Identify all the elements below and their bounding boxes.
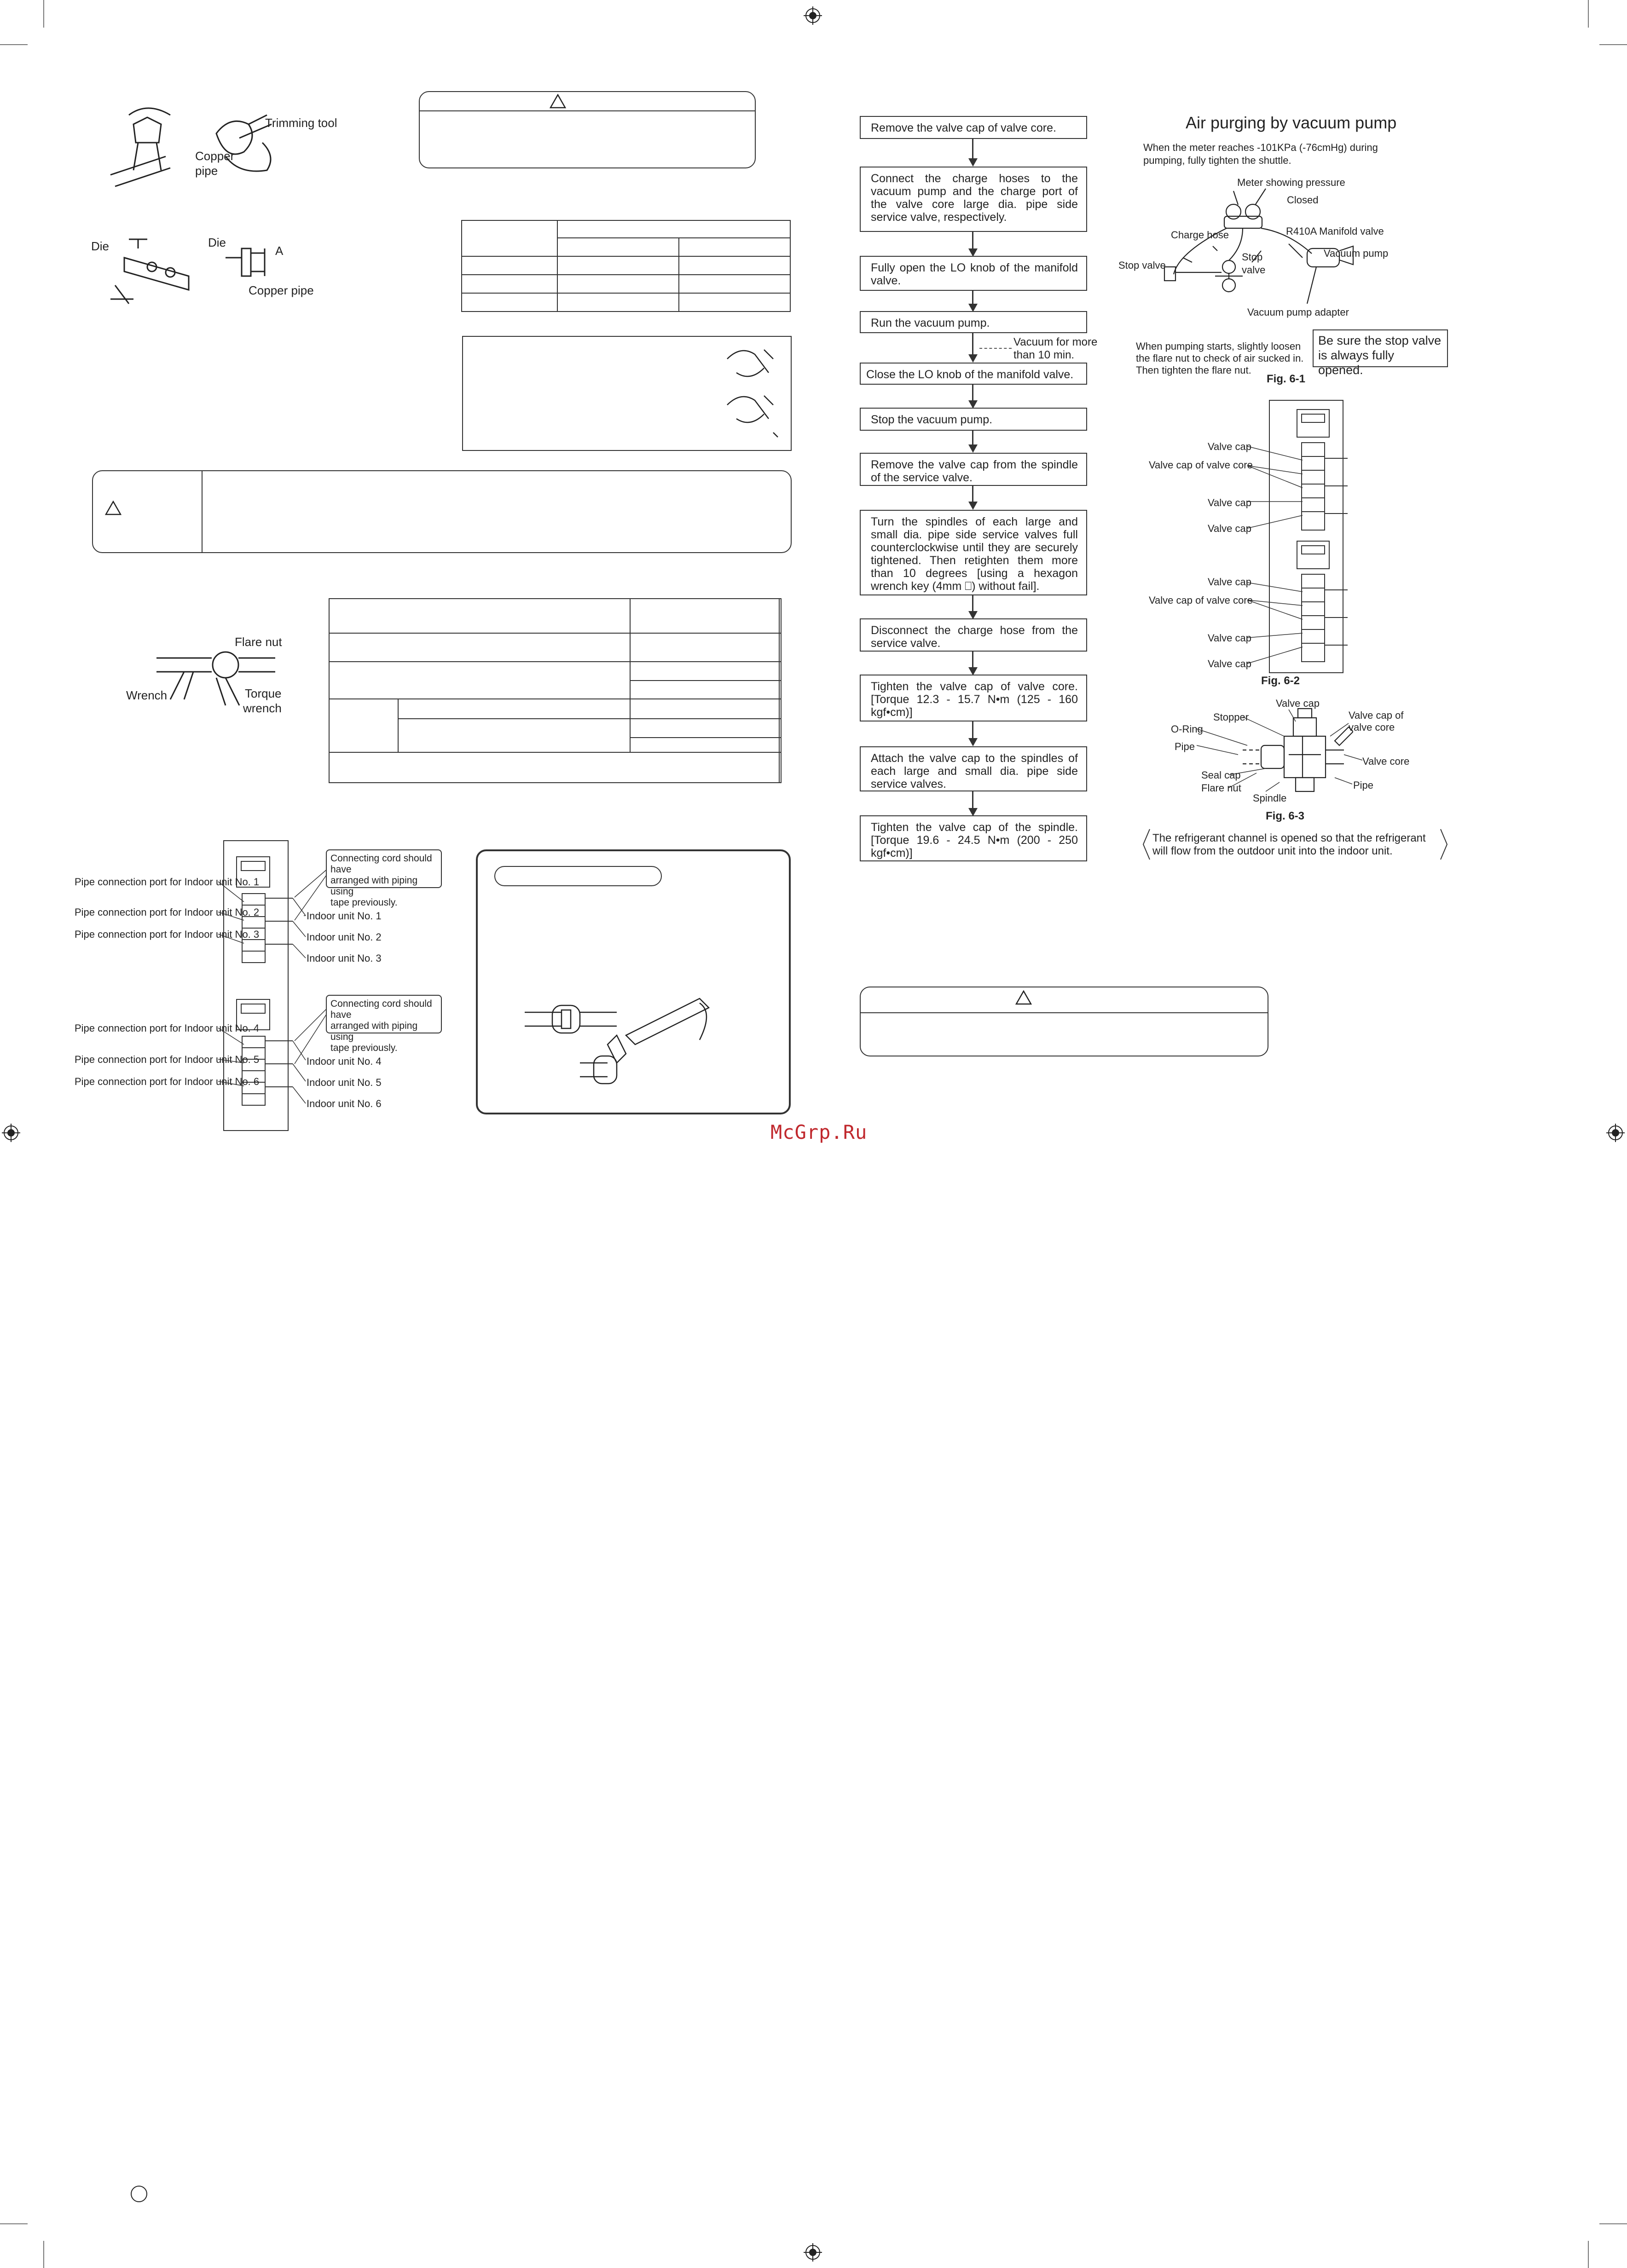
refrigerant-note: will flow from the outdoor unit into the indoor unit. — [1152, 845, 1393, 857]
indoor-unit-label-1: Indoor unit No. 1 — [307, 910, 382, 922]
stopper-label: Stopper — [1213, 711, 1249, 723]
pipe-port-label-5: Pipe connection port for Indoor unit No. 5 — [75, 1054, 260, 1065]
valve-core-cap-label: Valve cap of valve core — [1149, 459, 1253, 471]
copper-pipe-label: pipe — [195, 164, 218, 178]
callout-line: tape previously. — [330, 897, 398, 908]
meter-note: pumping, fully tighten the shuttle. — [1143, 155, 1291, 166]
pipe-label: Pipe — [1353, 779, 1374, 791]
flow-arrow — [972, 486, 973, 502]
crop-mark — [1588, 0, 1589, 28]
valve-core-cap-label: Valve cap of valve core — [1149, 594, 1253, 606]
crop-mark — [1588, 2241, 1589, 2268]
callout-line: arranged with piping using — [330, 875, 418, 897]
indoor-unit-label-5: Indoor unit No. 5 — [307, 1077, 382, 1088]
tightening-torque-table — [329, 598, 782, 783]
crop-mark — [1599, 2223, 1627, 2224]
valve-core-cap-label: Valve cap of — [1349, 710, 1404, 721]
copper-pipe-label: Copper — [195, 149, 235, 163]
flow-arrow — [972, 595, 973, 612]
valve-core-label: Valve core — [1362, 756, 1410, 767]
service-valve-section-drawing — [1233, 704, 1353, 796]
flow-arrow — [972, 791, 973, 809]
indoor-unit-label-3: Indoor unit No. 3 — [307, 952, 382, 964]
die-label: Die — [208, 236, 226, 249]
flow-arrowhead — [968, 354, 978, 363]
o-ring-label: O-Ring — [1171, 723, 1203, 735]
flow-step-6: Stop the vacuum pump. — [860, 408, 1087, 431]
spindle-label: Spindle — [1253, 792, 1287, 804]
stop-valve-label: Stop valve — [1118, 260, 1166, 271]
pipe-joint-illustration — [515, 980, 718, 1091]
pipe-port-label-3: Pipe connection port for Indoor unit No. 3 — [75, 929, 260, 940]
crop-mark — [43, 2241, 44, 2268]
notice-line: is always fully opened. — [1318, 348, 1395, 377]
closed-label: Closed — [1287, 194, 1319, 206]
callout-line: Connecting cord should have — [330, 853, 432, 875]
valve-cap-label: Valve cap — [1208, 441, 1251, 452]
refrigerant-note: The refrigerant channel is opened so that the refrigerant — [1152, 832, 1426, 844]
crop-mark — [0, 44, 28, 45]
valve-cap-label: Valve cap — [1208, 523, 1251, 534]
torque-wrench-label: Torque — [245, 687, 282, 700]
connecting-cord-callout — [326, 849, 442, 908]
vacuum-pump-label: Vacuum pump — [1324, 248, 1389, 259]
stop-valve-label: Stop — [1242, 251, 1263, 263]
valve-cap-label: Valve cap — [1208, 632, 1251, 644]
flare-nut-label: Flare nut — [235, 635, 282, 649]
page-number-circle — [130, 2185, 148, 2203]
flow-step-9: Disconnect the charge hose from the service valve. — [860, 618, 1087, 652]
caution-divider — [861, 1012, 1268, 1013]
flow-arrowhead — [968, 444, 978, 453]
manifold-valve-label: R410A Manifold valve — [1286, 225, 1384, 237]
watermark: McGrp.Ru — [770, 1121, 868, 1143]
notice-line: Be sure the stop valve — [1318, 334, 1442, 347]
pipe-port-label-1: Pipe connection port for Indoor unit No. 1 — [75, 876, 260, 888]
dimension-a-label: A — [275, 244, 284, 258]
flow-arrow — [972, 721, 973, 739]
stop-valve-notice — [1313, 329, 1448, 377]
callout-line: tape previously. — [330, 1043, 398, 1053]
figure-caption: Fig. 6-1 — [1267, 373, 1306, 385]
warning-triangle-icon — [1015, 990, 1032, 1005]
connecting-cord-callout — [326, 995, 442, 1053]
meter-pressure-label: Meter showing pressure — [1237, 177, 1345, 188]
pipe-label: Pipe — [1175, 741, 1195, 752]
pipe-insulation-heading — [494, 866, 662, 886]
registration-mark-icon — [2, 1124, 20, 1142]
flow-step-4: Run the vacuum pump. — [860, 311, 1087, 333]
flow-arrow — [972, 333, 973, 355]
valve-cap-label: Valve cap — [1208, 576, 1251, 588]
registration-mark-icon — [804, 2243, 822, 2262]
vacuum-note: than 10 min. — [1013, 349, 1075, 361]
caution-box-wide — [92, 470, 792, 553]
flow-arrow — [972, 139, 973, 158]
copper-pipe-label: Copper pipe — [249, 283, 314, 297]
registration-mark-icon — [804, 6, 822, 25]
figure-caption: Fig. 6-2 — [1261, 675, 1300, 687]
warning-triangle-icon — [105, 501, 122, 515]
pumping-note: Then tighten the flare nut. — [1136, 364, 1251, 376]
pipe-port-label-4: Pipe connection port for Indoor unit No. 4 — [75, 1022, 260, 1034]
flare-dimension-table — [461, 220, 791, 312]
indoor-unit-label-2: Indoor unit No. 2 — [307, 931, 382, 943]
bracket-right — [1440, 828, 1449, 860]
flow-arrow — [972, 385, 973, 401]
flow-arrow — [972, 291, 973, 305]
caution-box — [419, 91, 756, 168]
flow-step-10: Tighten the valve cap of valve core. [Torque 12.3 - 15.7 N•m (125 - 160 kgf•cm)] — [860, 675, 1087, 721]
flow-arrow — [972, 652, 973, 668]
registration-mark-icon — [1606, 1124, 1625, 1142]
vacuum-pump-adapter-label: Vacuum pump adapter — [1247, 306, 1349, 318]
indoor-unit-label-6: Indoor unit No. 6 — [307, 1098, 382, 1109]
flow-step-12: Tighten the valve cap of the spindle. [Torque 19.6 - 24.5 N•m (200 - 250 kgf•cm)] — [860, 815, 1087, 861]
pipe-port-label-6: Pipe connection port for Indoor unit No. 6 — [75, 1076, 260, 1087]
flow-step-2: Connect the charge hoses to the vacuum pump and the charge port of the valve core large dia. pipe side service valve, respectively. — [860, 167, 1087, 232]
wrench-label: Wrench — [126, 688, 168, 702]
crop-mark — [0, 2223, 28, 2224]
charge-hose-label: Charge hose — [1171, 229, 1229, 241]
flow-arrow — [972, 431, 973, 445]
caution-divider — [202, 471, 203, 552]
callout-line: arranged with piping using — [330, 1021, 418, 1042]
figure-caption: Fig. 6-3 — [1266, 810, 1305, 822]
valve-cap-label: Valve cap — [1208, 658, 1251, 669]
meter-note: When the meter reaches -101KPa (-76cmHg) during — [1143, 142, 1378, 153]
trimming-tool-label: Trimming tool — [265, 116, 337, 130]
flow-arrow — [972, 232, 973, 249]
vacuum-note: Vacuum for more — [1013, 336, 1098, 348]
callout-line: Connecting cord should have — [330, 998, 432, 1020]
flow-step-8: Turn the spindles of each large and small dia. pipe side service valves full counterclockwise until they are securely tightened. Then retighten them more than 10 degrees [using a hexagon wrench key (4mm ⎕) without fail]. — [860, 510, 1087, 595]
bracket-left — [1141, 828, 1151, 860]
flare-inspection-icon — [718, 340, 787, 442]
flow-step-11: Attach the valve cap to the spindles of each large and small dia. pipe side service valves. — [860, 746, 1087, 791]
flow-arrowhead — [968, 158, 978, 167]
seal-cap-label: Seal cap — [1201, 769, 1241, 781]
flow-step-5: Close the LO knob of the manifold valve. — [860, 363, 1087, 385]
outdoor-unit-valves-drawing — [1265, 398, 1348, 675]
vacuum-dash — [979, 348, 1012, 349]
stop-valve-label: valve — [1242, 264, 1266, 276]
valve-cap-label: Valve cap — [1208, 497, 1251, 508]
indoor-unit-label-4: Indoor unit No. 4 — [307, 1056, 382, 1067]
torque-wrench-label: wrench — [243, 701, 282, 715]
warning-triangle-icon — [550, 94, 566, 109]
vacuum-pump-diagram — [1151, 170, 1390, 336]
valve-core-cap-label: valve core — [1349, 721, 1395, 733]
caution-box — [860, 987, 1268, 1056]
crop-mark — [1599, 44, 1627, 45]
flow-step-1: Remove the valve cap of valve core. — [860, 116, 1087, 139]
caution-divider — [420, 110, 755, 111]
valve-cap-label: Valve cap — [1276, 698, 1320, 709]
pumping-note: When pumping starts, slightly loosen — [1136, 340, 1301, 352]
flare-nut-label: Flare nut — [1201, 782, 1241, 794]
crop-mark — [43, 0, 44, 28]
flow-step-7: Remove the valve cap from the spindle of the service valve. — [860, 453, 1087, 486]
flow-step-3: Fully open the LO knob of the manifold valve. — [860, 256, 1087, 291]
pumping-note: the flare nut to check of air sucked in. — [1136, 352, 1304, 364]
flow-arrowhead — [968, 502, 978, 510]
figure-title: Air purging by vacuum pump — [1186, 113, 1397, 132]
pipe-port-label-2: Pipe connection port for Indoor unit No. 2 — [75, 906, 260, 918]
flaring-die-illustration — [87, 230, 327, 313]
flow-arrowhead — [968, 738, 978, 746]
die-label: Die — [91, 239, 110, 253]
